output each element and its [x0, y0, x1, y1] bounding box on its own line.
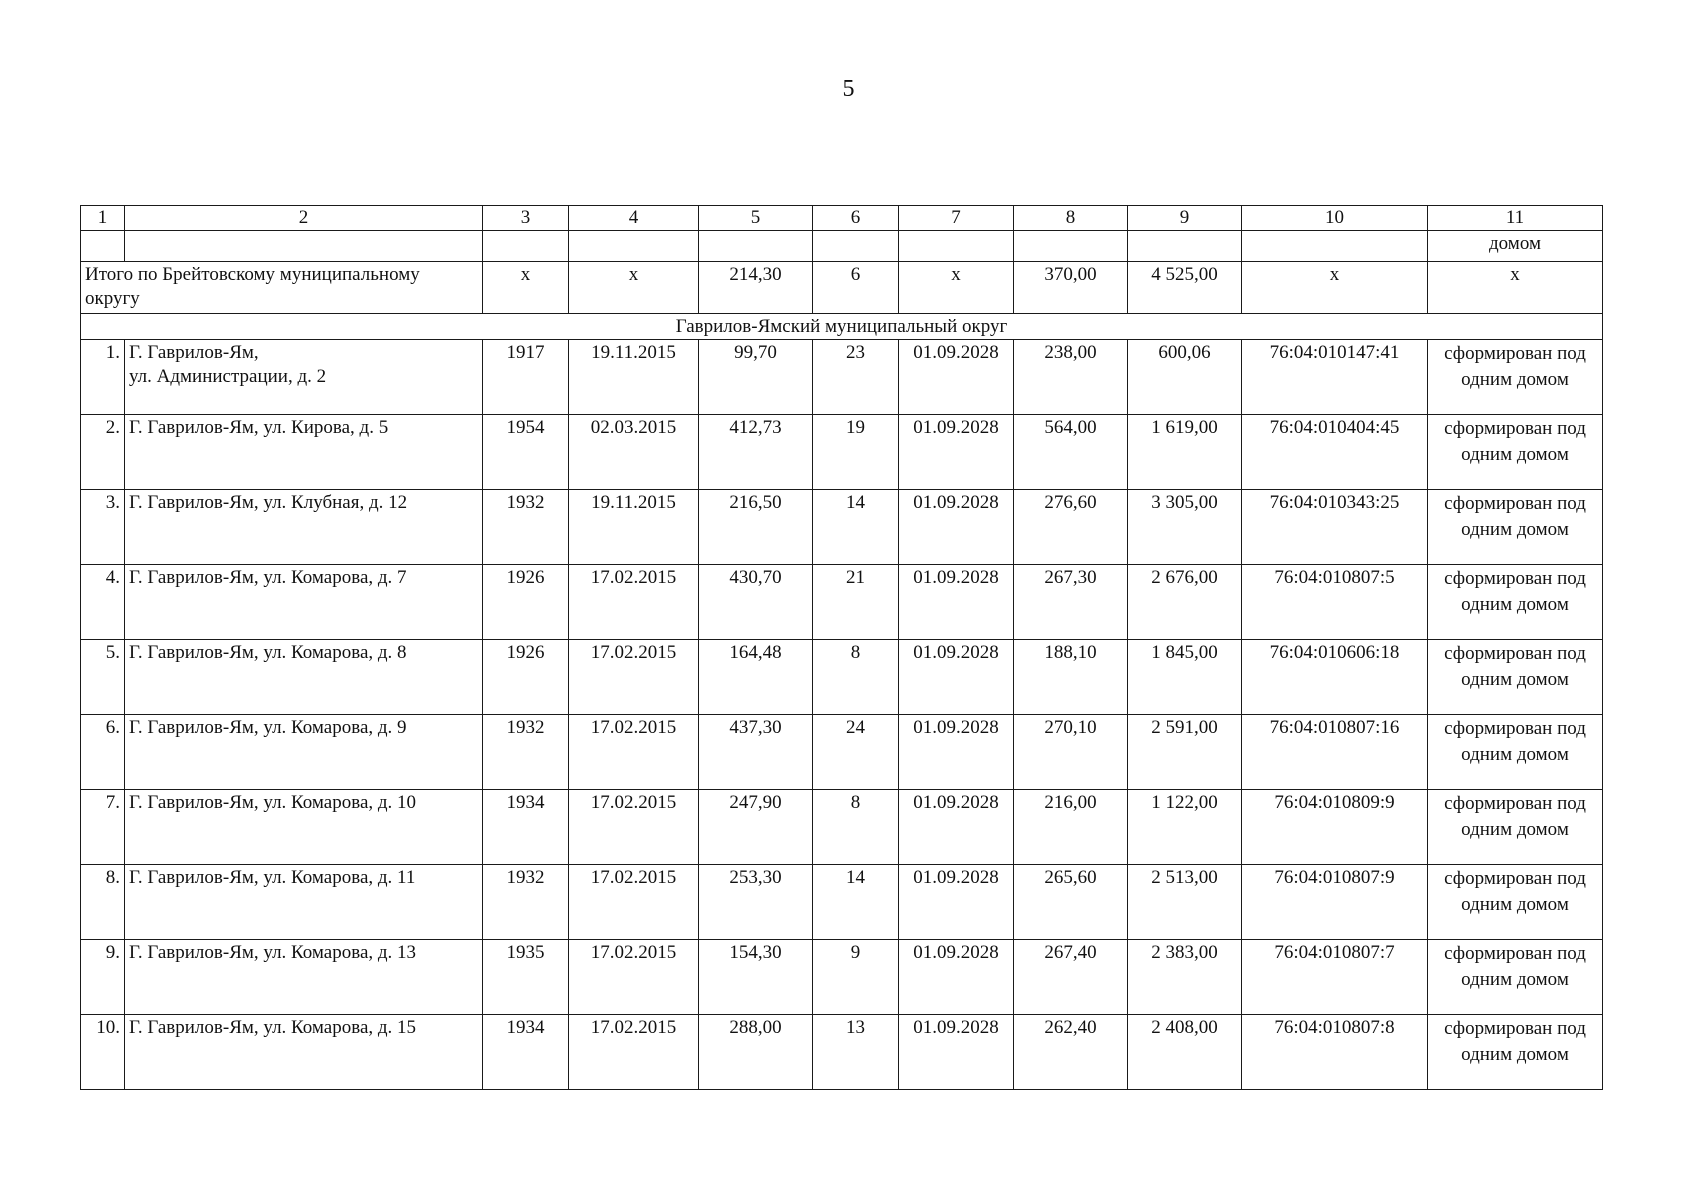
empty-cell	[813, 231, 899, 262]
table-row	[81, 1015, 1603, 1090]
total-area-total: 370,00	[1014, 262, 1128, 314]
empty-cell	[569, 231, 699, 262]
year-cell: 1926	[483, 565, 569, 640]
column-number-row	[81, 206, 1603, 231]
date-cell: 17.02.2015	[569, 940, 699, 1015]
date-cell: 17.02.2015	[569, 715, 699, 790]
land-status-cell: сформирован под одним домом	[1428, 340, 1603, 415]
table-row	[81, 940, 1603, 1015]
row-number: 9.	[81, 940, 125, 1015]
address-cell: Г. Гаврилов-Ям, ул. Комарова, д. 11	[125, 865, 483, 940]
continuation-text: домом	[1428, 231, 1603, 262]
date-cell: 17.02.2015	[569, 565, 699, 640]
deadline-cell: 01.09.2028	[899, 715, 1014, 790]
land-area-cell: 1 845,00	[1128, 640, 1242, 715]
total-land: 4 525,00	[1128, 262, 1242, 314]
deadline-cell: 01.09.2028	[899, 790, 1014, 865]
year-cell: 1917	[483, 340, 569, 415]
housing-registry-table	[80, 205, 1603, 1090]
address-cell: Г. Гаврилов-Ям, ул. Администрации, д. 2	[125, 340, 483, 415]
area-cell: 253,30	[699, 865, 813, 940]
address-cell: Г. Гаврилов-Ям, ул. Кирова, д. 5	[125, 415, 483, 490]
row-number: 5.	[81, 640, 125, 715]
table-row	[81, 415, 1603, 490]
date-cell: 02.03.2015	[569, 415, 699, 490]
date-cell: 17.02.2015	[569, 640, 699, 715]
land-area-cell: 3 305,00	[1128, 490, 1242, 565]
cadastral-number-cell: 76:04:010807:7	[1242, 940, 1428, 1015]
area-total-cell: 564,00	[1014, 415, 1128, 490]
area-cell: 430,70	[699, 565, 813, 640]
cadastral-number-cell: 76:04:010807:8	[1242, 1015, 1428, 1090]
area-cell: 412,73	[699, 415, 813, 490]
total-label: Итого по Брейтовскому муниципальному округу	[81, 262, 483, 314]
table-row	[81, 490, 1603, 565]
area-cell: 164,48	[699, 640, 813, 715]
land-area-cell: 2 676,00	[1128, 565, 1242, 640]
year-cell: 1926	[483, 640, 569, 715]
date-cell: 17.02.2015	[569, 865, 699, 940]
area-total-cell: 216,00	[1014, 790, 1128, 865]
area-cell: 247,90	[699, 790, 813, 865]
residents-cell: 14	[813, 865, 899, 940]
total-col10: х	[1242, 262, 1428, 314]
empty-cell	[1242, 231, 1428, 262]
residents-cell: 19	[813, 415, 899, 490]
year-cell: 1932	[483, 490, 569, 565]
column-number: 5	[699, 206, 813, 231]
residents-cell: 9	[813, 940, 899, 1015]
empty-cell	[125, 231, 483, 262]
residents-cell: 14	[813, 490, 899, 565]
cadastral-number-cell: 76:04:010343:25	[1242, 490, 1428, 565]
land-status-cell: сформирован под одним домом	[1428, 640, 1603, 715]
area-total-cell: 270,10	[1014, 715, 1128, 790]
land-area-cell: 1 122,00	[1128, 790, 1242, 865]
column-number: 3	[483, 206, 569, 231]
column-number: 8	[1014, 206, 1128, 231]
area-total-cell: 262,40	[1014, 1015, 1128, 1090]
year-cell: 1934	[483, 790, 569, 865]
column-number: 2	[125, 206, 483, 231]
column-number: 9	[1128, 206, 1242, 231]
area-cell: 437,30	[699, 715, 813, 790]
deadline-cell: 01.09.2028	[899, 415, 1014, 490]
column-number: 7	[899, 206, 1014, 231]
year-cell: 1935	[483, 940, 569, 1015]
land-area-cell: 600,06	[1128, 340, 1242, 415]
deadline-cell: 01.09.2028	[899, 340, 1014, 415]
area-total-cell: 265,60	[1014, 865, 1128, 940]
empty-cell	[1014, 231, 1128, 262]
land-area-cell: 2 383,00	[1128, 940, 1242, 1015]
column-number: 6	[813, 206, 899, 231]
empty-cell	[899, 231, 1014, 262]
total-residents: 6	[813, 262, 899, 314]
area-total-cell: 238,00	[1014, 340, 1128, 415]
land-status-cell: сформирован под одним домом	[1428, 715, 1603, 790]
date-cell: 17.02.2015	[569, 1015, 699, 1090]
year-cell: 1954	[483, 415, 569, 490]
address-cell: Г. Гаврилов-Ям, ул. Комарова, д. 7	[125, 565, 483, 640]
column-number: 1	[81, 206, 125, 231]
deadline-cell: 01.09.2028	[899, 940, 1014, 1015]
land-status-cell: сформирован под одним домом	[1428, 490, 1603, 565]
cadastral-number-cell: 76:04:010809:9	[1242, 790, 1428, 865]
page-number: 5	[842, 76, 855, 102]
address-cell: Г. Гаврилов-Ям, ул. Комарова, д. 8	[125, 640, 483, 715]
land-status-cell: сформирован под одним домом	[1428, 940, 1603, 1015]
row-number: 7.	[81, 790, 125, 865]
empty-cell	[699, 231, 813, 262]
row-number: 3.	[81, 490, 125, 565]
empty-cell	[81, 231, 125, 262]
table-row	[81, 640, 1603, 715]
residents-cell: 8	[813, 790, 899, 865]
deadline-cell: 01.09.2028	[899, 640, 1014, 715]
area-cell: 154,30	[699, 940, 813, 1015]
row-number: 6.	[81, 715, 125, 790]
total-col4: х	[569, 262, 699, 314]
year-cell: 1932	[483, 715, 569, 790]
empty-cell	[483, 231, 569, 262]
total-col7: х	[899, 262, 1014, 314]
address-cell: Г. Гаврилов-Ям, ул. Клубная, д. 12	[125, 490, 483, 565]
cadastral-number-cell: 76:04:010807:16	[1242, 715, 1428, 790]
address-cell: Г. Гаврилов-Ям, ул. Комарова, д. 13	[125, 940, 483, 1015]
area-cell: 216,50	[699, 490, 813, 565]
area-total-cell: 188,10	[1014, 640, 1128, 715]
row-number: 8.	[81, 865, 125, 940]
deadline-cell: 01.09.2028	[899, 490, 1014, 565]
residents-cell: 23	[813, 340, 899, 415]
land-status-cell: сформирован под одним домом	[1428, 565, 1603, 640]
cadastral-number-cell: 76:04:010807:9	[1242, 865, 1428, 940]
address-cell: Г. Гаврилов-Ям, ул. Комарова, д. 10	[125, 790, 483, 865]
row-number: 1.	[81, 340, 125, 415]
area-cell: 99,70	[699, 340, 813, 415]
land-status-cell: сформирован под одним домом	[1428, 790, 1603, 865]
row-number: 4.	[81, 565, 125, 640]
cadastral-number-cell: 76:04:010404:45	[1242, 415, 1428, 490]
land-status-cell: сформирован под одним домом	[1428, 865, 1603, 940]
residents-cell: 13	[813, 1015, 899, 1090]
date-cell: 19.11.2015	[569, 490, 699, 565]
residents-cell: 8	[813, 640, 899, 715]
year-cell: 1932	[483, 865, 569, 940]
cadastral-number-cell: 76:04:010147:41	[1242, 340, 1428, 415]
empty-cell	[1128, 231, 1242, 262]
cadastral-number-cell: 76:04:010606:18	[1242, 640, 1428, 715]
column-number: 11	[1428, 206, 1603, 231]
continuation-row	[81, 231, 1603, 262]
total-row	[81, 262, 1603, 314]
cadastral-number-cell: 76:04:010807:5	[1242, 565, 1428, 640]
table-row	[81, 790, 1603, 865]
address-cell: Г. Гаврилов-Ям, ул. Комарова, д. 15	[125, 1015, 483, 1090]
column-number: 10	[1242, 206, 1428, 231]
table-row	[81, 565, 1603, 640]
area-total-cell: 267,40	[1014, 940, 1128, 1015]
deadline-cell: 01.09.2028	[899, 565, 1014, 640]
date-cell: 19.11.2015	[569, 340, 699, 415]
deadline-cell: 01.09.2028	[899, 865, 1014, 940]
row-number: 10.	[81, 1015, 125, 1090]
land-status-cell: сформирован под одним домом	[1428, 1015, 1603, 1090]
section-title: Гаврилов-Ямский муниципальный округ	[81, 314, 1603, 340]
address-cell: Г. Гаврилов-Ям, ул. Комарова, д. 9	[125, 715, 483, 790]
total-col3: х	[483, 262, 569, 314]
area-total-cell: 267,30	[1014, 565, 1128, 640]
area-total-cell: 276,60	[1014, 490, 1128, 565]
total-col11: х	[1428, 262, 1603, 314]
section-row	[81, 314, 1603, 340]
table-row	[81, 715, 1603, 790]
total-area: 214,30	[699, 262, 813, 314]
date-cell: 17.02.2015	[569, 790, 699, 865]
area-cell: 288,00	[699, 1015, 813, 1090]
land-status-cell: сформирован под одним домом	[1428, 415, 1603, 490]
year-cell: 1934	[483, 1015, 569, 1090]
land-area-cell: 2 591,00	[1128, 715, 1242, 790]
land-area-cell: 1 619,00	[1128, 415, 1242, 490]
table-row	[81, 865, 1603, 940]
land-area-cell: 2 513,00	[1128, 865, 1242, 940]
residents-cell: 24	[813, 715, 899, 790]
column-number: 4	[569, 206, 699, 231]
table-row	[81, 340, 1603, 415]
deadline-cell: 01.09.2028	[899, 1015, 1014, 1090]
residents-cell: 21	[813, 565, 899, 640]
row-number: 2.	[81, 415, 125, 490]
land-area-cell: 2 408,00	[1128, 1015, 1242, 1090]
